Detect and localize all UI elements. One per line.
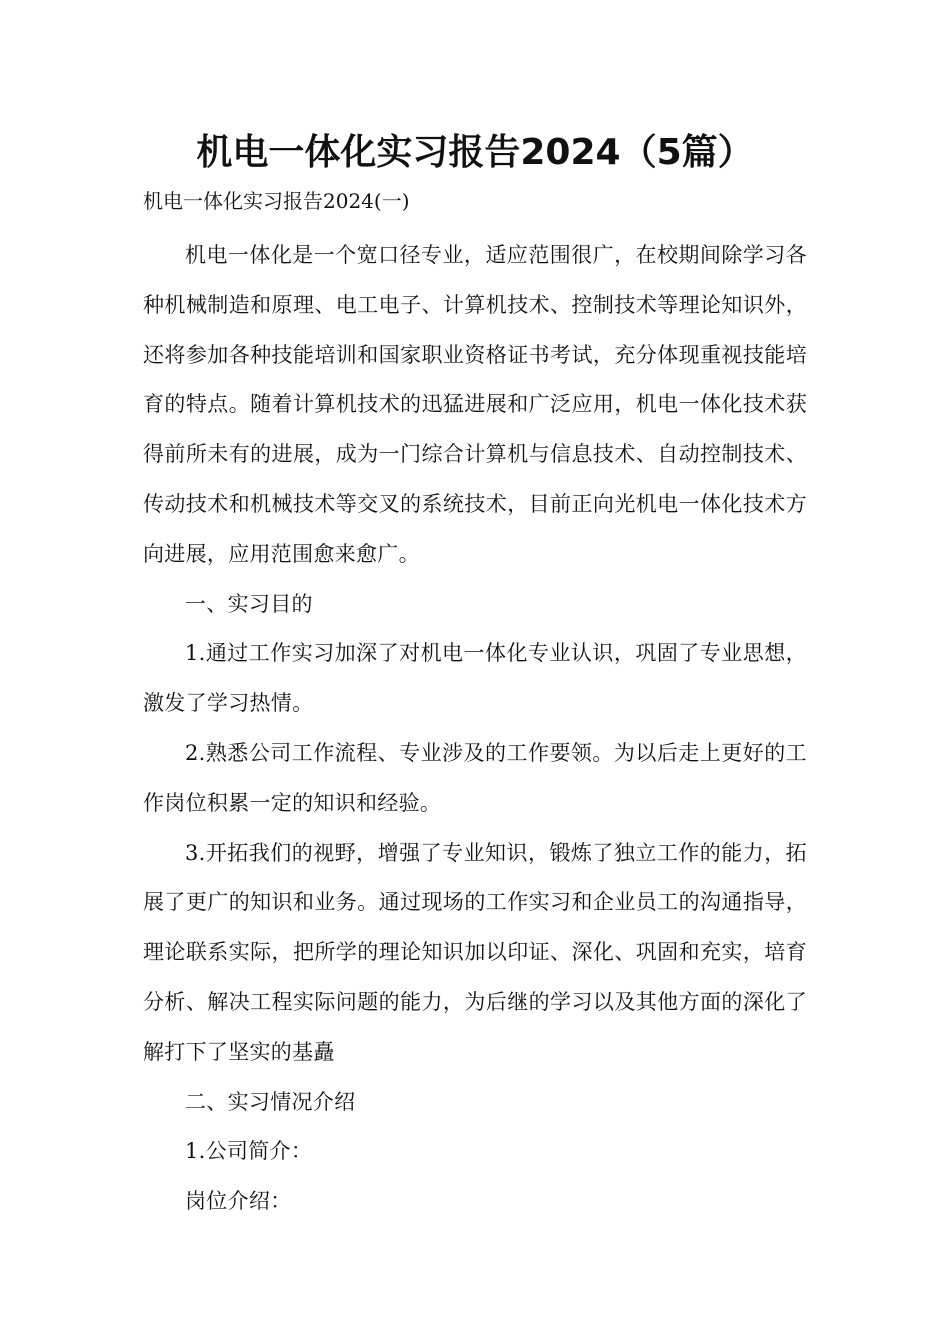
position-intro: 岗位介绍： <box>185 1189 292 1214</box>
purpose-item-3: 3.开拓我们的视野，增强了专业知识，锻炼了独立工作的能力，拓展了更广的知识和业务。通过现场的工作实习和企业员工的沟通指导，理论联系实际，把所学的理论知识加以印证、深化、巩固和充实，培育分析、解决工程实际问题的能力，为后继的学习以及其他方面的深化了解打下了坚实的基矗 <box>143 840 807 1064</box>
situation-item-1: 1.公司简介： <box>185 1139 313 1164</box>
document-body <box>143 231 807 1227</box>
heading-situation: 二、实习情况介绍 <box>185 1089 356 1114</box>
section-subtitle: 机电一体化实习报告2024(一) <box>143 189 410 213</box>
heading-purpose: 一、实习目的 <box>185 591 313 616</box>
document-title: 机电一体化实习报告2024（5篇） <box>196 132 754 173</box>
purpose-item-1: 1.通过工作实习加深了对机电一体化专业认识，巩固了专业思想，激发了学习热情。 <box>143 641 807 716</box>
purpose-item-2: 2.熟悉公司工作流程、专业涉及的工作要领。为以后走上更好的工作岗位积累一定的知识和经验。 <box>143 740 807 815</box>
paragraph-intro: 机电一体化是一个宽口径专业，适应范围很广，在校期间除学习各种机械制造和原理、电工电子、计算机技术、控制技术等理论知识外，还将参加各种技能培训和国家职业资格证书考试，充分体现重视技能培育的特点。随着计算机技术的迅猛进展和广泛应用，机电一体化技术获得前所未有的进展，成为一门综合计算机与信息技术、自动控制技术、传动技术和机械技术等交叉的系统技术，目前正向光机电一体化技术方向进展，应用范围愈来愈广。 <box>143 243 807 566</box>
